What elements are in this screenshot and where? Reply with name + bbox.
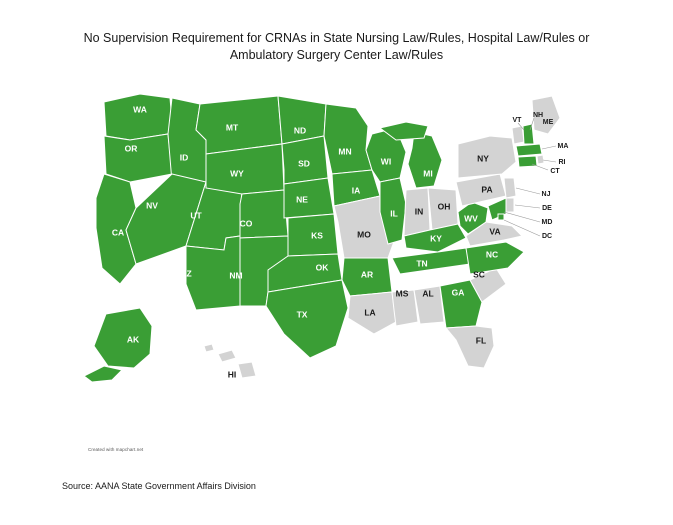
label-nv: NV (146, 200, 158, 211)
label-nj: NJ (541, 190, 551, 198)
label-ma: MA (557, 142, 569, 150)
label-or: OR (124, 143, 138, 154)
label-nd: ND (293, 125, 307, 136)
label-ia: IA (351, 185, 361, 196)
state-nc[interactable] (466, 242, 524, 274)
label-nc: NC (485, 249, 499, 260)
state-ks[interactable] (288, 214, 338, 256)
state-hi-3[interactable] (238, 362, 256, 378)
title-line-1: No Supervision Requirement for CRNAs in State Nursing Law/Rules, Hospital Law/Rules or (83, 31, 590, 45)
state-fl[interactable] (446, 326, 494, 368)
state-oh[interactable] (428, 188, 458, 230)
label-mt: MT (225, 122, 239, 133)
label-wy: WY (230, 168, 244, 179)
label-vt: VT (512, 116, 522, 124)
label-ar: AR (360, 269, 374, 280)
label-fl: FL (475, 335, 487, 346)
label-ny: NY (477, 153, 489, 164)
label-me: ME (542, 118, 554, 126)
label-ky: KY (430, 233, 442, 244)
source-note: Source: AANA State Government Affairs Division (62, 481, 256, 491)
state-vt[interactable] (512, 126, 524, 144)
state-nh[interactable] (523, 124, 534, 144)
label-ok: OK (315, 262, 329, 273)
leader-nj (516, 188, 540, 194)
label-pa: PA (481, 184, 493, 195)
leader-ct (532, 164, 548, 170)
leader-ri (543, 160, 556, 162)
label-mi: MI (423, 168, 433, 179)
state-ny[interactable] (458, 136, 516, 178)
map-credit: Created with mapchart.net (88, 447, 144, 452)
state-la[interactable] (348, 292, 396, 334)
state-ak[interactable] (94, 308, 152, 368)
state-de[interactable] (506, 198, 514, 212)
label-nh: NH (532, 111, 544, 119)
label-in: IN (414, 206, 424, 217)
label-mo: MO (357, 229, 371, 240)
label-al: AL (422, 288, 434, 299)
state-in[interactable] (404, 188, 430, 236)
state-ms[interactable] (392, 290, 418, 326)
label-az: AZ (180, 268, 192, 279)
state-ar[interactable] (342, 258, 392, 296)
label-dc: DC (541, 232, 553, 240)
state-wa[interactable] (104, 94, 172, 140)
label-md: MD (541, 218, 553, 226)
state-dc[interactable] (498, 214, 504, 220)
state-ma[interactable] (516, 144, 542, 156)
state-sd[interactable] (282, 136, 328, 184)
label-ne: NE (296, 194, 308, 205)
label-ak: AK (126, 334, 140, 345)
us-choropleth-map (0, 78, 673, 458)
label-sd: SD (298, 158, 310, 169)
label-tn: TN (416, 258, 428, 269)
state-mi[interactable] (408, 132, 442, 188)
label-ks: KS (311, 230, 323, 241)
label-oh: OH (437, 201, 451, 212)
state-ne[interactable] (284, 178, 334, 218)
state-me[interactable] (532, 96, 560, 134)
state-mn[interactable] (324, 104, 372, 174)
label-hi: HI (227, 369, 237, 380)
label-wi: WI (380, 156, 392, 167)
leader-ma (542, 146, 556, 149)
label-ca: CA (111, 227, 125, 238)
label-wv: WV (464, 213, 478, 224)
state-or[interactable] (104, 134, 172, 182)
label-ms: MS (395, 288, 409, 299)
state-tn[interactable] (392, 248, 470, 274)
label-mn: MN (338, 146, 352, 157)
state-ak-aleutians[interactable] (84, 366, 122, 382)
state-ct[interactable] (518, 156, 537, 167)
state-ri[interactable] (537, 155, 544, 164)
state-hi-2[interactable] (218, 350, 236, 362)
label-co: CO (239, 218, 253, 229)
label-ga: GA (451, 287, 465, 298)
label-ri: RI (558, 158, 566, 166)
label-wa: WA (133, 104, 147, 115)
label-nm: NM (229, 270, 243, 281)
label-sc: SC (473, 269, 485, 280)
label-de: DE (542, 204, 552, 212)
leader-md (504, 212, 540, 222)
state-hi[interactable] (204, 344, 214, 352)
label-tx: TX (296, 309, 308, 320)
state-tx[interactable] (266, 280, 348, 358)
label-id: ID (179, 152, 189, 163)
label-ct: CT (550, 167, 560, 175)
label-la: LA (364, 307, 376, 318)
state-al[interactable] (414, 286, 444, 324)
label-il: IL (390, 208, 398, 219)
title-line-2: Ambulatory Surgery Center Law/Rules (229, 48, 444, 62)
leader-de (515, 205, 540, 208)
state-co[interactable] (240, 190, 288, 238)
label-ut: UT (190, 210, 202, 221)
page-title (0, 30, 673, 64)
state-nj[interactable] (504, 178, 516, 198)
label-va: VA (489, 226, 501, 237)
